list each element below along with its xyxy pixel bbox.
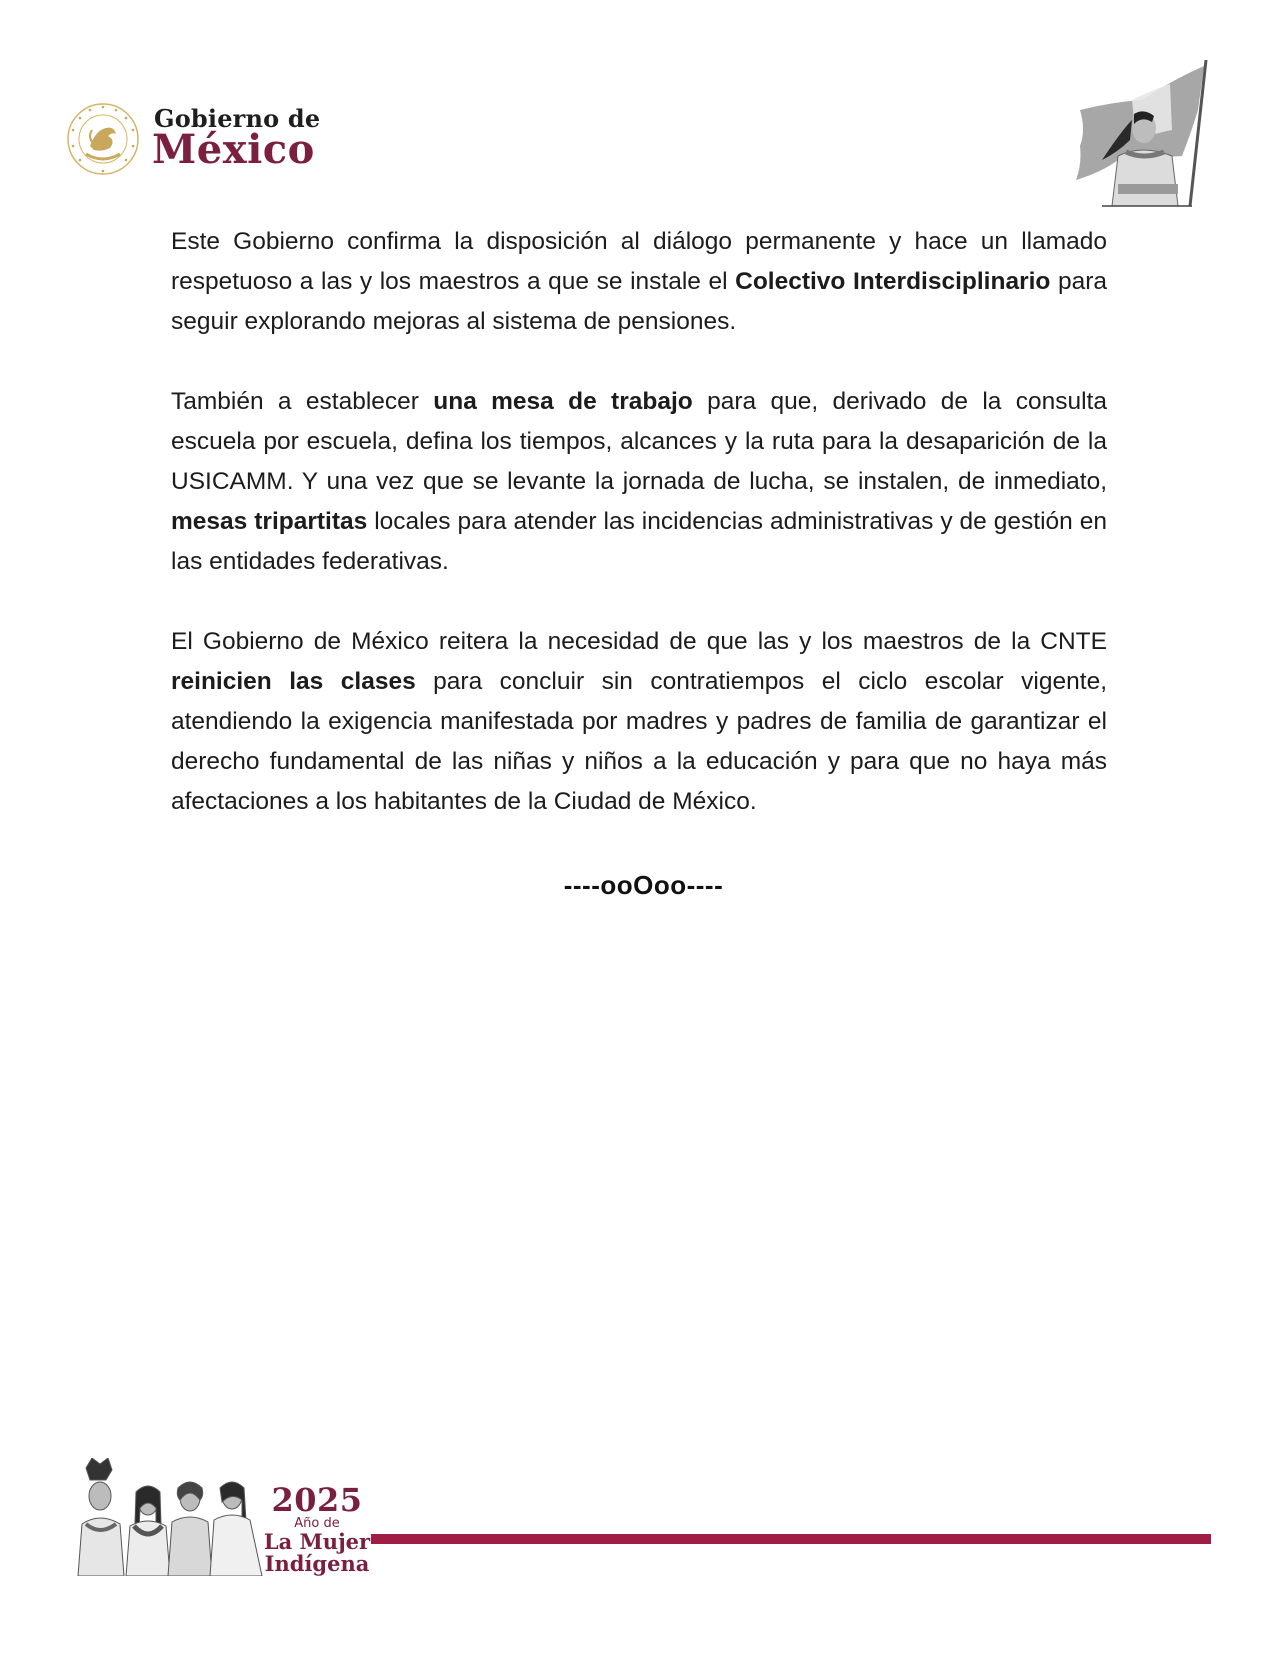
la-mujer-label: La Mujer [263,1529,371,1554]
year-label: 2025 [271,1481,363,1519]
bold-phrase: mesas tripartitas [171,508,368,535]
paragraph-3: El Gobierno de México reitera la necesidad de que las y los maestros de la CNTE reinicien las clases para concluir sin contratiempos el ciclo escolar vigente, atendiendo la exigencia manifestada por madres y padres de familia de garantizar el derecho fundamental de las niñas y niños a la educación y para que no haya más afectaciones a los habitantes de la Ciudad de México. [171,628,1107,815]
paragraph-1: Este Gobierno confirma la disposición al diálogo permanente y hace un llamado respetuoso a las y los maestros a que se instale el Colectivo Interdisciplinario para seguir explorando mejoras al sistema de pensiones. [171,228,1108,335]
indigena-label: Indígena [264,1551,370,1576]
bold-phrase: una mesa de trabajo [433,388,693,415]
ano-de-label: Año de [294,1516,340,1531]
woman-with-flag-illustration [1072,60,1222,210]
paragraph-2: También a establecer una mesa de trabajo para que, derivado de la consulta escuela por escuela, defina los tiempos, alcances y la ruta para la desaparición de la USICAMM. Y una vez que se levante la jornada de lucha, se instalen, de inmediato, mesas tripartitas locales para atender las incidencias administrativas y de gestión en las entidades federativas. [171,388,1107,575]
year-of-indigenous-woman-logo [262,1481,372,1576]
bold-phrase: Colectivo Interdisciplinario [735,268,1051,295]
logo-line-2: México [152,126,315,173]
bold-phrase: reinicien las clases [171,668,416,695]
logo-line-1: Gobierno de [154,104,321,133]
national-seal-icon [66,102,140,176]
press-release-body [171,222,1107,862]
footer-divider-bar [371,1534,1211,1544]
closing-separator: ----ooOoo---- [563,870,724,900]
indigenous-women-illustration [72,1458,264,1576]
gobierno-de-mexico-logo [66,100,326,180]
